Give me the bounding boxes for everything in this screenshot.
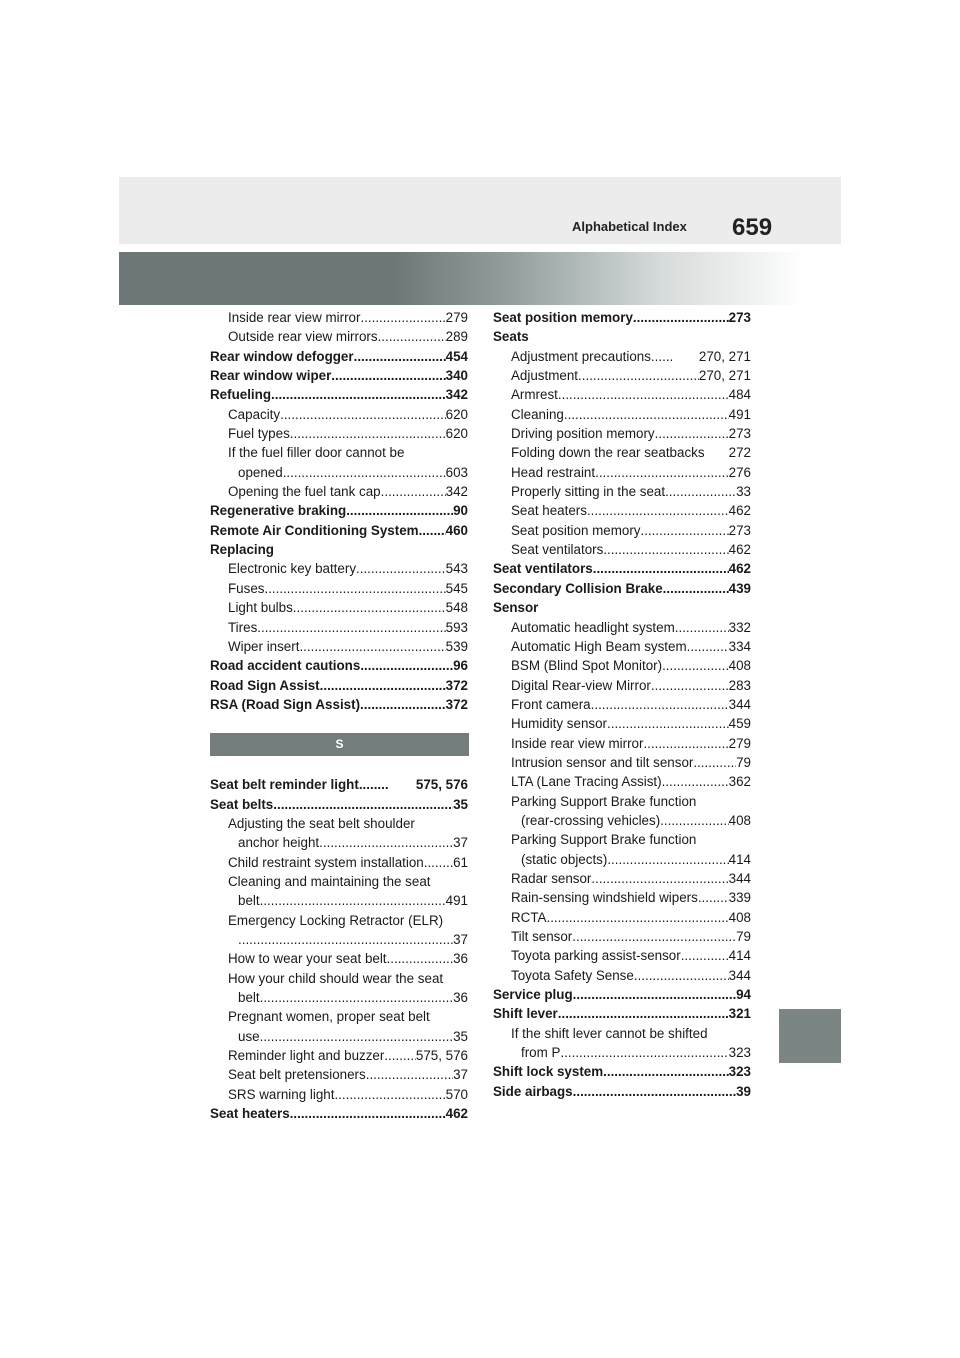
index-entry-text: Cleaning and maintaining the seat [228, 873, 431, 889]
index-column-left [210, 308, 468, 1123]
index-entry[interactable]: Cleaning ..... 491 [493, 405, 751, 424]
index-entry[interactable]: belt ..... 36 [210, 988, 468, 1007]
index-entry[interactable]: Service plug ..... 94 [493, 985, 751, 1004]
index-entry[interactable]: Adjustment precautions...... 270, 271 [511, 348, 751, 364]
index-entry[interactable]: Properly sitting in the seat ..... 33 [493, 482, 751, 501]
index-entry[interactable]: Refueling ..... 342 [210, 385, 468, 404]
index-entry[interactable]: Outside rear view mirrors ..... 289 [210, 327, 468, 346]
header-gradient-band [119, 252, 841, 305]
index-entry[interactable]: Child restraint system installation ..... 61 [210, 853, 468, 872]
index-entry[interactable]: Seat belt pretensioners ..... 37 [210, 1065, 468, 1084]
letter-section-header: S [210, 733, 469, 756]
index-entry[interactable]: Driving position memory ..... 273 [493, 424, 751, 443]
index-entry[interactable]: Fuses ..... 545 [210, 579, 468, 598]
index-entry[interactable]: Inside rear view mirror ..... 279 [493, 734, 751, 753]
index-entry[interactable]: SRS warning light ..... 570 [210, 1085, 468, 1104]
index-entry[interactable]: (rear-crossing vehicles) ..... 408 [493, 811, 751, 830]
index-entry[interactable]: ..... 37 [210, 930, 468, 949]
index-entry[interactable]: RSA (Road Sign Assist) ..... 372 [210, 695, 468, 714]
index-entry-text: Parking Support Brake function [511, 793, 697, 809]
index-entry[interactable]: Light bulbs ..... 548 [210, 598, 468, 617]
index-heading: Seats [493, 329, 529, 345]
index-entry[interactable]: Secondary Collision Brake ..... 439 [493, 579, 751, 598]
index-entry[interactable]: Head restraint ..... 276 [493, 463, 751, 482]
index-entry[interactable]: Tires ..... 593 [210, 618, 468, 637]
index-entry[interactable]: Rear window defogger ..... 454 [210, 347, 468, 366]
index-entry[interactable]: Folding down the rear seatbacks 272 [511, 445, 751, 461]
index-entry[interactable]: Reminder light and buzzer ..... 575, 576 [210, 1046, 468, 1065]
index-entry[interactable]: (static objects) ..... 414 [493, 850, 751, 869]
index-entry[interactable]: Shift lever ..... 321 [493, 1004, 751, 1023]
index-entry[interactable]: Seat belts ..... 35 [210, 795, 468, 814]
index-entry[interactable]: anchor height ..... 37 [210, 833, 468, 852]
index-entry[interactable]: Fuel types ..... 620 [210, 424, 468, 443]
index-entry-text: If the shift lever cannot be shifted [511, 1025, 708, 1041]
index-entry[interactable]: Rain-sensing windshield wipers ..... 339 [493, 888, 751, 907]
index-entry-text: Adjusting the seat belt shoulder [228, 815, 415, 831]
index-entry[interactable]: Inside rear view mirror ..... 279 [210, 308, 468, 327]
index-entry[interactable]: opened ..... 603 [210, 463, 468, 482]
index-entry[interactable]: Adjustment ..... 270, 271 [493, 366, 751, 385]
index-entry-text: If the fuel filler door cannot be [228, 445, 405, 461]
index-entry[interactable]: Seat ventilators ..... 462 [493, 559, 751, 578]
index-entry[interactable]: Opening the fuel tank cap ..... 342 [210, 482, 468, 501]
index-entry[interactable]: Electronic key battery ..... 543 [210, 559, 468, 578]
index-entry[interactable]: RCTA ..... 408 [493, 908, 751, 927]
index-entry[interactable]: Toyota Safety Sense ..... 344 [493, 966, 751, 985]
index-entry[interactable]: Intrusion sensor and tilt sensor ..... 79 [493, 753, 751, 772]
index-heading: Sensor [493, 600, 539, 616]
index-entry[interactable]: Remote Air Conditioning System ..... 460 [210, 521, 468, 540]
index-entry[interactable]: Rear window wiper ..... 340 [210, 366, 468, 385]
index-entry[interactable]: Automatic headlight system ..... 332 [493, 618, 751, 637]
index-entry[interactable]: Seat heaters ..... 462 [210, 1104, 468, 1123]
index-entry-text: Pregnant women, proper seat belt [228, 1009, 430, 1025]
index-side-tab [779, 1009, 841, 1063]
section-title: Alphabetical Index [572, 219, 687, 234]
index-entry[interactable]: Toyota parking assist-sensor ..... 414 [493, 946, 751, 965]
index-entry[interactable]: belt ..... 491 [210, 891, 468, 910]
index-entry[interactable]: Seat heaters ..... 462 [493, 501, 751, 520]
index-entry[interactable]: Armrest ..... 484 [493, 385, 751, 404]
index-entry[interactable]: use ..... 35 [210, 1027, 468, 1046]
index-entry[interactable]: Radar sensor ..... 344 [493, 869, 751, 888]
index-entry[interactable]: Capacity ..... 620 [210, 405, 468, 424]
index-entry[interactable]: Seat belt reminder light........ 575, 576 [210, 777, 468, 793]
index-entry-text: Emergency Locking Retractor (ELR) [228, 912, 444, 928]
index-entry[interactable]: Side airbags ..... 39 [493, 1082, 751, 1101]
index-entry[interactable]: Regenerative braking ..... 90 [210, 501, 468, 520]
index-heading: Replacing [210, 542, 274, 558]
index-entry[interactable]: How to wear your seat belt ..... 36 [210, 949, 468, 968]
index-entry[interactable]: Shift lock system ..... 323 [493, 1062, 751, 1081]
index-entry-text: How your child should wear the seat [228, 970, 444, 986]
index-entry-text: Parking Support Brake function [511, 832, 697, 848]
index-entry[interactable]: Seat position memory ..... 273 [493, 308, 751, 327]
index-entry[interactable]: Humidity sensor ..... 459 [493, 714, 751, 733]
index-entry[interactable]: Seat position memory ..... 273 [493, 521, 751, 540]
index-entry[interactable]: LTA (Lane Tracing Assist) ..... 362 [493, 772, 751, 791]
index-entry[interactable]: Front camera ..... 344 [493, 695, 751, 714]
index-entry[interactable]: Seat ventilators ..... 462 [493, 540, 751, 559]
index-entry[interactable]: Automatic High Beam system ..... 334 [493, 637, 751, 656]
page-number: 659 [732, 214, 773, 241]
index-entry[interactable]: Road Sign Assist ..... 372 [210, 676, 468, 695]
index-entry[interactable]: Wiper insert ..... 539 [210, 637, 468, 656]
index-entry[interactable]: BSM (Blind Spot Monitor) ..... 408 [493, 656, 751, 675]
index-entry[interactable]: Tilt sensor ..... 79 [493, 927, 751, 946]
index-entry[interactable]: Digital Rear-view Mirror ..... 283 [493, 676, 751, 695]
index-column-right [493, 308, 751, 1101]
index-entry[interactable]: Road accident cautions ..... 96 [210, 656, 468, 675]
index-entry[interactable]: from P ..... 323 [493, 1043, 751, 1062]
